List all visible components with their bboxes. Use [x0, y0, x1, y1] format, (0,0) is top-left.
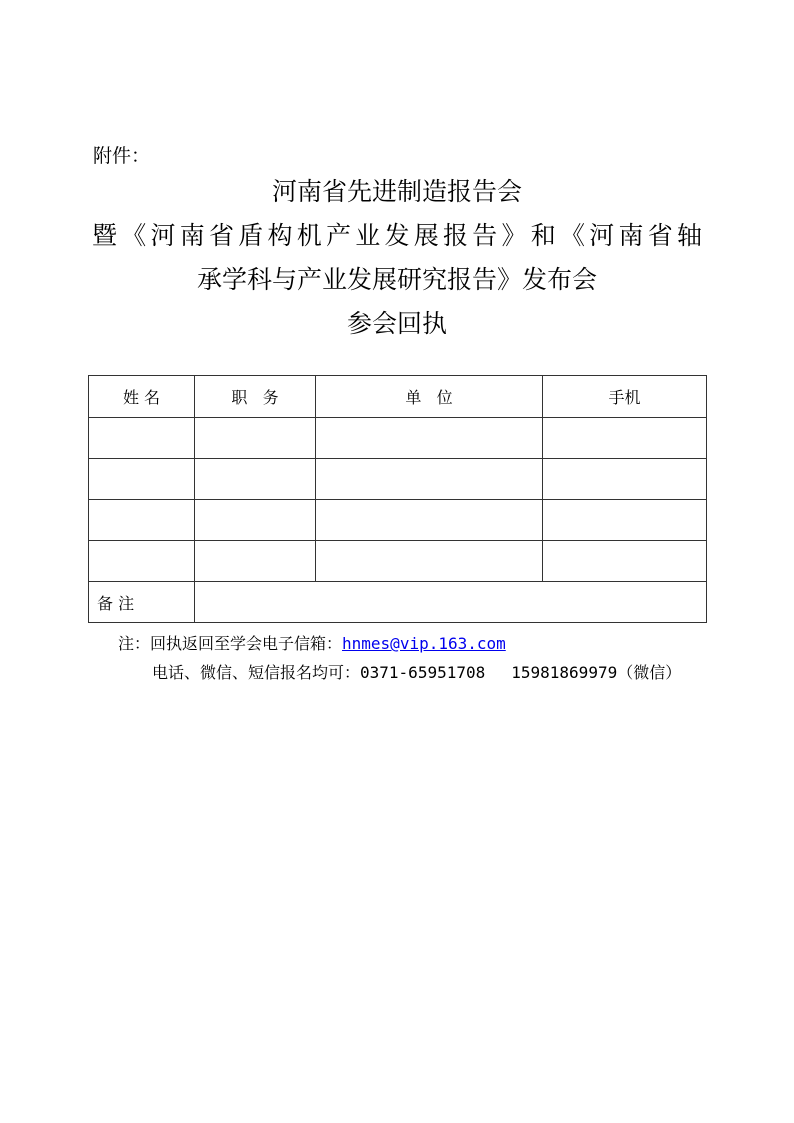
cell-position[interactable]: [195, 500, 316, 541]
note-phone-suffix: （微信）: [617, 663, 682, 682]
header-position: 职 务: [195, 376, 316, 418]
table-row: [89, 541, 707, 582]
remark-label: 备 注: [89, 582, 195, 623]
remark-row: [89, 582, 707, 623]
title-line-1: 河南省先进制造报告会: [271, 177, 522, 206]
cell-name[interactable]: [89, 418, 195, 459]
phone-number-1: 0371-65951708: [360, 663, 486, 682]
note-email-line: [118, 631, 506, 654]
title-line-3: 承学科与产业发展研究报告》发布会: [196, 265, 597, 294]
registration-form-table: [88, 375, 707, 623]
header-organization: 单 位: [316, 376, 543, 418]
cell-phone[interactable]: [543, 541, 707, 582]
cell-position[interactable]: [195, 418, 316, 459]
cell-name[interactable]: [89, 541, 195, 582]
table-row: [89, 500, 707, 541]
table-row: [89, 418, 707, 459]
table-row: [89, 459, 707, 500]
note-phone-line: [152, 660, 681, 683]
title-line-2: 暨《河南省盾构机产业发展报告》和《河南省轴: [92, 221, 702, 250]
email-link[interactable]: hnmes@vip.163.com: [342, 634, 506, 653]
cell-organization[interactable]: [316, 541, 543, 582]
cell-phone[interactable]: [543, 418, 707, 459]
title-line-4: 参会回执: [346, 309, 447, 338]
cell-name[interactable]: [89, 500, 195, 541]
cell-organization[interactable]: [316, 459, 543, 500]
note-email-prefix: 注：回执返回至学会电子信箱：: [118, 634, 343, 653]
cell-phone[interactable]: [543, 500, 707, 541]
cell-position[interactable]: [195, 459, 316, 500]
phone-number-2: 15981869979: [511, 663, 618, 682]
cell-organization[interactable]: [316, 418, 543, 459]
cell-phone[interactable]: [543, 459, 707, 500]
header-name: 姓 名: [89, 376, 195, 418]
remark-cell[interactable]: [195, 582, 707, 623]
header-phone: 手机: [543, 376, 707, 418]
cell-position[interactable]: [195, 541, 316, 582]
cell-organization[interactable]: [316, 500, 543, 541]
attachment-label: 附件：: [93, 145, 151, 167]
note-phone-prefix: 电话、微信、短信报名均可：: [152, 663, 361, 682]
table-header-row: [89, 376, 707, 418]
cell-name[interactable]: [89, 459, 195, 500]
